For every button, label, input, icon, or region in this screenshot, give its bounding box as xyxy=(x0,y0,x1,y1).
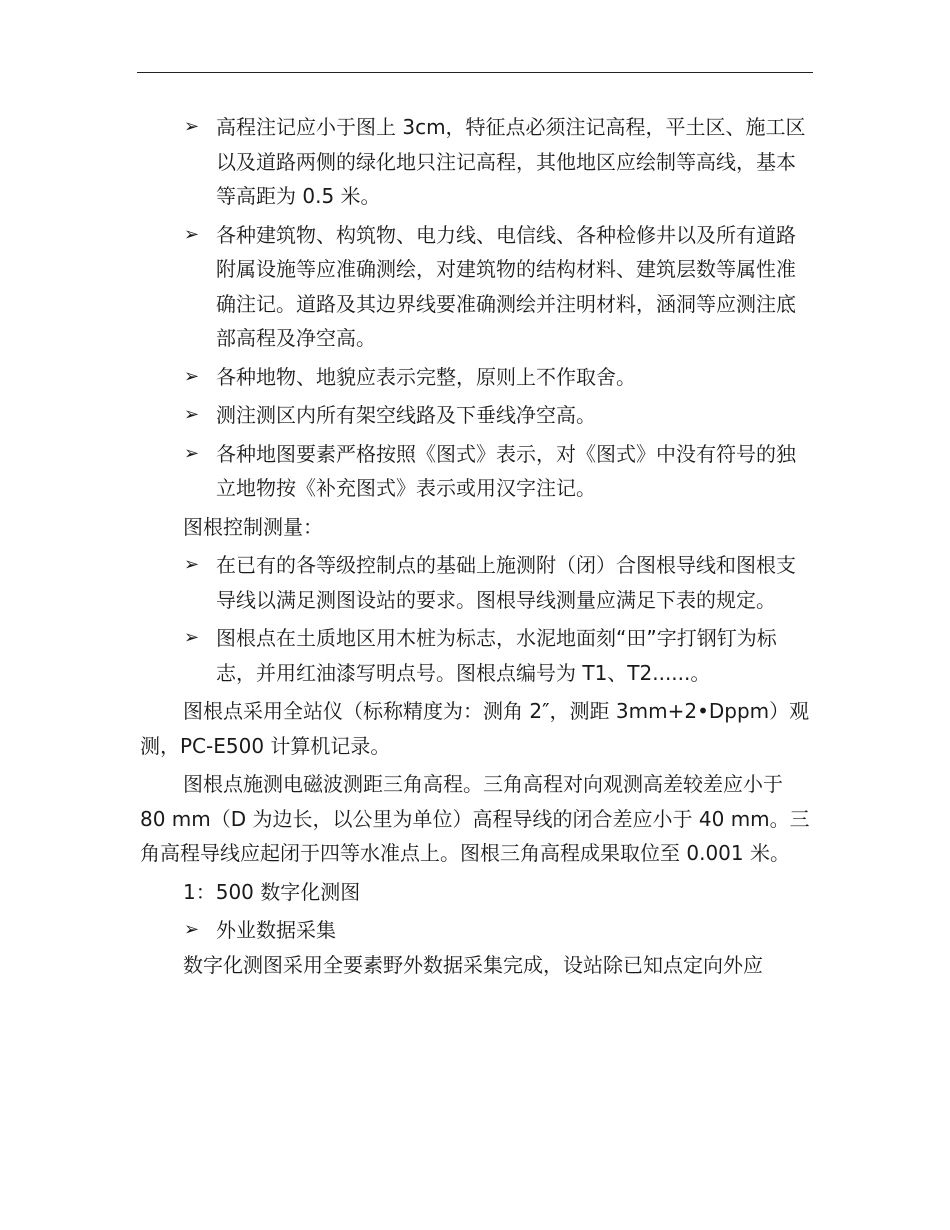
list-item xyxy=(140,110,812,214)
list-item-text: 测注测区内所有架空线路及下垂线净空高。 xyxy=(216,403,596,427)
arrow-bullet-icon: ➢ xyxy=(184,442,200,464)
list-item-text: 图根点在土质地区用木桩为标志，水泥地面刻“田”字打钢钉为标志，并用红油漆写明点号。图根点编号为 T1、T2......。 xyxy=(216,626,777,685)
arrow-bullet-icon: ➢ xyxy=(184,554,200,575)
arrow-bullet-icon: ➢ xyxy=(184,627,200,648)
arrow-bullet-icon: ➢ xyxy=(184,365,200,387)
paragraph-height: 图根点施测电磁波测距三角高程。三角高程对向观测高差较差应小于 80 mm（D 为边长，以公里为单位）高程导线的闭合差应小于 40 mm。三角高程导线应起闭于四等水准点上。图根三角高程成果取位至 0.001 米。 xyxy=(140,772,810,865)
list-item-text: 在已有的各等级控制点的基础上施测附（闭）合图根导线和图根支导线以满足测图设站的要求。图根导线测量应满足下表的规定。 xyxy=(216,553,796,612)
list-item xyxy=(140,218,812,356)
arrow-bullet-icon: ➢ xyxy=(184,404,200,425)
list-item xyxy=(140,360,812,395)
list-item xyxy=(140,548,812,617)
section-heading-digital: 1：500 数字化测图 xyxy=(183,879,361,904)
list-item-text: 外业数据采集 xyxy=(216,918,336,942)
list-item-text: 各种建筑物、构筑物、电力线、电信线、各种检修井以及所有道路附属设施等应准确测绘，对建筑物的结构材料、建筑层数等属性准确注记。道路及其边界线要准确测绘并注明材料，涵洞等应测注底部高程及净空高。 xyxy=(216,222,796,350)
list-item-text: 各种地物、地貌应表示完整，原则上不作取舍。 xyxy=(216,364,636,389)
list-item xyxy=(140,398,812,433)
list-item-text: 各种地图要素严格按照《图式》表示，对《图式》中没有符号的独立地物按《补充图式》表示或用汉字注记。 xyxy=(216,441,796,500)
list-item xyxy=(140,437,812,506)
list-item-text: 高程注记应小于图上 3cm，特征点必须注记高程，平土区、施工区以及道路两侧的绿化地只注记高程，其他地区应绘制等高线，基本等高距为 0.5 米。 xyxy=(216,115,806,208)
list-item xyxy=(140,913,812,948)
paragraph-instrument: 图根点采用全站仪（标称精度为：测角 2″，测距 3mm+2•Dppm）观测，PC-E500 计算机记录。 xyxy=(140,699,810,758)
arrow-bullet-icon: ➢ xyxy=(184,919,200,940)
header-rule xyxy=(137,72,813,73)
section-heading-control: 图根控制测量： xyxy=(183,514,323,539)
paragraph-digital: 数字化测图采用全要素野外数据采集完成，设站除已知点定向外应 xyxy=(183,952,763,977)
arrow-bullet-icon: ➢ xyxy=(184,223,200,245)
document-body xyxy=(140,110,812,986)
list-item xyxy=(140,621,812,690)
arrow-bullet-icon: ➢ xyxy=(184,116,200,137)
